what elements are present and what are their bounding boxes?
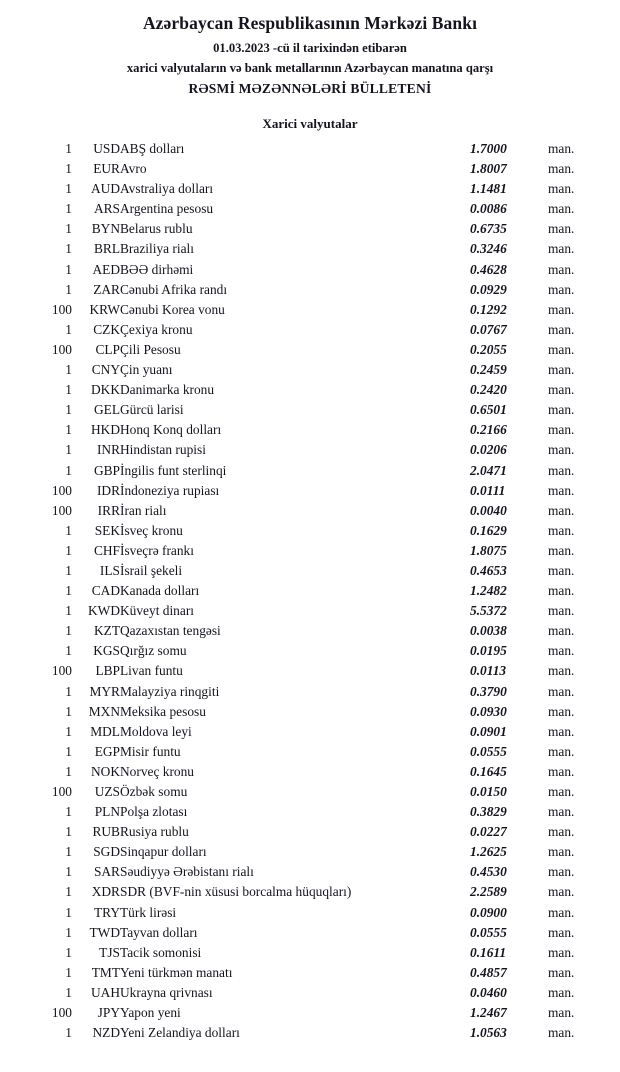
- table-row: [20, 862, 600, 882]
- currency-name: Qırğız somu: [120, 643, 187, 659]
- currency-rate-unit: man.: [548, 341, 575, 357]
- table-row: [20, 300, 600, 320]
- currency-rate-unit: man.: [548, 964, 575, 980]
- currency-rate-unit: man.: [548, 562, 575, 578]
- currency-name: BƏƏ dirhəmi: [120, 261, 194, 277]
- currency-unit: 1: [65, 562, 72, 578]
- currency-name: Danimarka kronu: [120, 382, 215, 398]
- currency-rate-unit: man.: [548, 362, 575, 378]
- document-subtitle: xarici valyutaların və bank metallarının Azərbaycan manatına qarşı: [126, 61, 494, 75]
- document-header: [0, 12, 620, 98]
- currency-code: TMT: [91, 964, 120, 980]
- currency-name: Polşa zlotası: [120, 804, 188, 820]
- currency-rate: 0.0930: [470, 703, 507, 719]
- currency-rate: 1.8007: [470, 161, 507, 177]
- currency-rate-unit: man.: [548, 141, 575, 156]
- table-row: [20, 219, 600, 239]
- currency-rate: 0.2055: [470, 341, 507, 357]
- currency-name: Belarus rublu: [120, 221, 193, 237]
- table-row: [20, 641, 600, 661]
- currency-rate: 1.1481: [470, 181, 507, 197]
- currency-code: DKK: [90, 382, 120, 398]
- currency-unit: 1: [65, 824, 72, 840]
- currency-name: İsveçrə frankı: [120, 542, 194, 558]
- section-title-foreign-currencies: Xarici valyutalar: [262, 116, 358, 131]
- currency-code: RUB: [92, 824, 120, 840]
- currency-code: BRL: [93, 241, 120, 257]
- currency-rate-unit: man.: [548, 884, 575, 900]
- currency-rate: 0.3246: [470, 241, 507, 257]
- currency-code: CNY: [91, 362, 120, 378]
- currency-rate: 0.0901: [470, 723, 507, 739]
- currency-rate: 0.3790: [470, 683, 507, 699]
- currency-code: MYR: [89, 683, 120, 699]
- table-row: [20, 440, 600, 460]
- currency-name: Çexiya kronu: [120, 321, 193, 337]
- currency-unit: 1: [65, 884, 72, 900]
- currency-code: SGD: [93, 844, 120, 860]
- currency-unit: 1: [65, 924, 72, 940]
- currency-rate: 0.0900: [470, 904, 507, 920]
- currency-unit: 1: [65, 462, 72, 478]
- currency-rate-unit: man.: [548, 502, 575, 518]
- currency-unit: 1: [65, 181, 72, 197]
- currency-rate-unit: man.: [548, 301, 575, 317]
- currency-unit: 1: [65, 321, 72, 337]
- table-row: [20, 882, 600, 902]
- currency-rate-unit: man.: [548, 683, 575, 699]
- currency-rate-unit: man.: [548, 663, 575, 679]
- currency-name: Cənubi Korea vonu: [120, 301, 225, 317]
- currency-name: Moldova leyi: [120, 723, 192, 739]
- currency-rate-unit: man.: [548, 241, 575, 257]
- bulletin-title: RƏSMİ MƏZƏNNƏLƏRİ BÜLLETENİ: [188, 81, 432, 96]
- currency-rate-unit: man.: [548, 462, 575, 478]
- currency-code: CLP: [95, 341, 120, 357]
- currency-code: ILS: [99, 562, 120, 578]
- currency-unit: 1: [65, 261, 72, 277]
- currency-unit: 100: [51, 301, 72, 317]
- currency-name: Livan funtu: [120, 663, 183, 679]
- currency-code: UZS: [94, 784, 120, 799]
- currency-rate-unit: man.: [548, 442, 575, 458]
- currency-rate: 0.6735: [470, 221, 507, 237]
- currency-name: İsrail şekeli: [120, 562, 183, 578]
- currency-rate-unit: man.: [548, 924, 575, 940]
- currency-rate-unit: man.: [548, 784, 575, 799]
- currency-unit: 100: [51, 482, 72, 498]
- currency-name: Yeni türkmən manatı: [120, 964, 233, 980]
- currency-code: HKD: [90, 422, 120, 438]
- currency-name: Özbək somu: [120, 784, 188, 799]
- currency-rate-unit: man.: [548, 723, 575, 739]
- currency-unit: 1: [65, 603, 72, 619]
- currency-unit: 1: [65, 201, 72, 217]
- currency-rate: 0.0113: [470, 663, 507, 679]
- table-row: [20, 702, 600, 722]
- currency-unit: 1: [65, 583, 72, 599]
- currency-rate: 0.0555: [470, 743, 507, 759]
- table-row: [20, 601, 600, 621]
- currency-name: Yeni Zelandiya dolları: [120, 1025, 240, 1041]
- currency-code: ZAR: [93, 281, 120, 297]
- currency-unit: 1: [65, 161, 72, 177]
- currency-code: IDR: [96, 482, 120, 498]
- currency-unit: 1: [65, 382, 72, 398]
- currency-code: UAH: [90, 984, 120, 1000]
- currency-unit: 1: [65, 804, 72, 820]
- table-row: [20, 561, 600, 581]
- currency-rate: 5.5372: [470, 603, 507, 619]
- currency-name: SDR (BVF-nin xüsusi borcalma hüquqları): [120, 884, 352, 900]
- currency-rate: 2.0471: [470, 462, 507, 478]
- currency-code: CAD: [91, 583, 120, 599]
- currency-rate-unit: man.: [548, 703, 575, 719]
- table-row: [20, 260, 600, 280]
- currency-rate: 0.0206: [470, 442, 507, 458]
- currency-name: Meksika pesosu: [120, 703, 206, 719]
- table-row: [20, 159, 600, 179]
- currency-rate: 0.0038: [470, 623, 507, 639]
- currency-name: Cənubi Afrika randı: [120, 281, 228, 297]
- currency-unit: 1: [65, 904, 72, 920]
- currency-name: Norveç kronu: [120, 763, 194, 779]
- table-row: [20, 481, 600, 501]
- currency-name: Tacik somonisi: [120, 944, 202, 960]
- currency-rate: 1.0563: [470, 1025, 507, 1041]
- currency-unit: 1: [65, 703, 72, 719]
- table-row: [20, 822, 600, 842]
- currency-rate-unit: man.: [548, 281, 575, 297]
- currency-code: KRW: [89, 301, 120, 317]
- currency-unit: 1: [65, 221, 72, 237]
- currency-unit: 100: [51, 341, 72, 357]
- currency-name: Hindistan rupisi: [120, 442, 206, 458]
- currency-rate: 0.0111: [470, 482, 506, 498]
- currency-name: Çili Pesosu: [120, 341, 181, 357]
- currency-code: INR: [96, 442, 120, 458]
- currency-rate-unit: man.: [548, 824, 575, 840]
- currency-code: AED: [92, 261, 120, 277]
- currency-code: IRR: [97, 502, 120, 518]
- table-row: [20, 1003, 600, 1023]
- currency-unit: 1: [65, 281, 72, 297]
- currency-unit: 1: [65, 643, 72, 659]
- currency-rate: 0.4628: [470, 261, 507, 277]
- table-row: [20, 762, 600, 782]
- currency-code: CZK: [93, 321, 120, 337]
- table-row: [20, 461, 600, 481]
- currency-rate-unit: man.: [548, 743, 575, 759]
- currency-rate: 0.0086: [470, 201, 507, 217]
- currency-rate: 0.0040: [470, 502, 507, 518]
- currency-name: İran rialı: [120, 502, 167, 518]
- table-row: [20, 903, 600, 923]
- currency-unit: 1: [65, 422, 72, 438]
- currency-unit: 100: [51, 502, 72, 518]
- currency-rate-unit: man.: [548, 623, 575, 639]
- currency-name: Avstraliya dolları: [120, 181, 214, 197]
- table-row: [20, 661, 600, 681]
- currency-rate-unit: man.: [548, 402, 575, 418]
- currency-code: TRY: [93, 904, 120, 920]
- currency-unit: 1: [65, 542, 72, 558]
- currency-unit: 100: [51, 784, 72, 799]
- currency-name: Malayziya rinqgiti: [120, 683, 220, 699]
- currency-code: ARS: [93, 201, 120, 217]
- currency-rate: 1.2467: [470, 1005, 507, 1021]
- currency-code: MDL: [90, 723, 120, 739]
- currency-name: Braziliya rialı: [120, 241, 194, 257]
- table-row: [20, 380, 600, 400]
- currency-rate-unit: man.: [548, 201, 575, 217]
- bank-title: Azərbaycan Respublikasının Mərkəzi Bankı: [142, 13, 478, 33]
- currency-rate-unit: man.: [548, 583, 575, 599]
- currency-name: ABŞ dolları: [120, 141, 185, 156]
- currency-name: Rusiya rublu: [120, 824, 189, 840]
- table-row: [20, 280, 600, 300]
- currency-name: Sinqapur dolları: [120, 844, 207, 860]
- currency-unit: 1: [65, 522, 72, 538]
- currency-unit: 1: [65, 763, 72, 779]
- currency-code: KZT: [93, 623, 120, 639]
- table-row: [20, 320, 600, 340]
- currency-code: JPY: [97, 1005, 120, 1021]
- currency-code: AUD: [90, 181, 120, 197]
- currency-rate-unit: man.: [548, 382, 575, 398]
- currency-rate-unit: man.: [548, 422, 575, 438]
- currency-unit: 1: [65, 944, 72, 960]
- currency-unit: 1: [65, 1025, 72, 1041]
- currency-rate: 0.2166: [470, 422, 507, 438]
- currency-name: Argentina pesosu: [120, 201, 214, 217]
- currency-name: Tayvan dolları: [120, 924, 198, 940]
- currency-rate: 0.1292: [470, 301, 507, 317]
- table-row: [20, 742, 600, 762]
- currency-unit: 1: [65, 964, 72, 980]
- currency-name: Gürcü larisi: [120, 402, 184, 418]
- table-row: [20, 340, 600, 360]
- currency-rate: 1.2625: [470, 844, 507, 860]
- currency-unit: 1: [65, 623, 72, 639]
- currency-rate-unit: man.: [548, 181, 575, 197]
- table-row: [20, 842, 600, 862]
- currency-rate-unit: man.: [548, 844, 575, 860]
- table-row: [20, 501, 600, 521]
- currency-rate: 2.2589: [470, 884, 507, 900]
- currency-code: TWD: [89, 924, 120, 940]
- currency-name: Yapon yeni: [120, 1005, 181, 1021]
- currency-code: TJS: [99, 944, 120, 960]
- table-row: [20, 923, 600, 943]
- currency-rate-unit: man.: [548, 542, 575, 558]
- table-row: [20, 682, 600, 702]
- currency-name: İngilis funt sterlinqi: [120, 462, 227, 478]
- currency-rate: 0.4653: [470, 562, 507, 578]
- currency-rate-unit: man.: [548, 763, 575, 779]
- currency-rate-unit: man.: [548, 904, 575, 920]
- currency-code: SAR: [93, 864, 120, 880]
- table-row: [20, 139, 600, 159]
- currency-unit: 1: [65, 844, 72, 860]
- currency-rate-unit: man.: [548, 1025, 575, 1041]
- currency-code: MXN: [88, 703, 120, 719]
- table-row: [20, 420, 600, 440]
- currency-rate: 1.8075: [470, 542, 507, 558]
- currency-unit: 1: [65, 402, 72, 418]
- currency-code: KGS: [93, 643, 120, 659]
- currency-name: Türk lirəsi: [120, 904, 177, 920]
- currency-name: Səudiyyə Ərəbistanı rialı: [120, 864, 254, 880]
- currency-rate: 0.2420: [470, 382, 507, 398]
- currency-rate: 0.6501: [470, 402, 507, 418]
- table-row: [20, 722, 600, 742]
- currency-rate-unit: man.: [548, 221, 575, 237]
- currency-rate: 0.4530: [470, 864, 507, 880]
- currency-code: EGP: [94, 743, 120, 759]
- currency-unit: 1: [65, 241, 72, 257]
- currency-unit: 1: [65, 864, 72, 880]
- currency-rate-unit: man.: [548, 522, 575, 538]
- table-row: [20, 621, 600, 641]
- currency-rate: 0.0227: [470, 824, 507, 840]
- currency-rate: 0.0195: [470, 643, 507, 659]
- currency-code: KWD: [88, 603, 120, 619]
- currency-unit: 1: [65, 141, 72, 156]
- table-row: [20, 521, 600, 541]
- currency-code: GBP: [93, 462, 120, 478]
- currency-code: PLN: [94, 804, 120, 820]
- currency-unit: 100: [51, 1005, 72, 1021]
- currency-rate: 0.1611: [470, 944, 507, 960]
- currency-name: Honq Konq dolları: [120, 422, 222, 438]
- currency-rate: 0.1629: [470, 522, 507, 538]
- exchange-rates-body: [20, 139, 600, 1043]
- currency-rate-unit: man.: [548, 643, 575, 659]
- currency-unit: 1: [65, 683, 72, 699]
- currency-name: İsveç kronu: [120, 522, 183, 538]
- currency-unit: 100: [51, 663, 72, 679]
- currency-rate: 0.4857: [470, 964, 507, 980]
- currency-code: NOK: [90, 763, 120, 779]
- table-row: [20, 179, 600, 199]
- currency-unit: 1: [65, 362, 72, 378]
- currency-name: Qazaxıstan tengəsi: [120, 623, 221, 639]
- table-row: [20, 802, 600, 822]
- table-row: [20, 943, 600, 963]
- currency-rate-unit: man.: [548, 321, 575, 337]
- currency-code: USD: [93, 141, 120, 156]
- table-row: [20, 199, 600, 219]
- currency-code: CHF: [93, 542, 120, 558]
- currency-name: Ukrayna qrivnası: [120, 984, 213, 1000]
- effective-date-line: 01.03.2023 -cü il tarixindən etibarən: [213, 41, 407, 55]
- currency-unit: 1: [65, 984, 72, 1000]
- table-row: [20, 400, 600, 420]
- currency-rate-unit: man.: [548, 804, 575, 820]
- table-row: [20, 581, 600, 601]
- currency-name: Çin yuanı: [120, 362, 173, 378]
- currency-rate: 0.0767: [470, 321, 507, 337]
- table-row: [20, 983, 600, 1003]
- currency-code: GEL: [93, 402, 120, 418]
- currency-rate-unit: man.: [548, 984, 575, 1000]
- currency-rate-unit: man.: [548, 1005, 575, 1021]
- exchange-rates-table: [20, 139, 600, 1043]
- currency-name: İndoneziya rupiası: [120, 482, 220, 498]
- currency-code: LBP: [95, 663, 120, 679]
- table-row: [20, 963, 600, 983]
- currency-code: XDR: [91, 884, 120, 900]
- currency-rate: 0.3829: [470, 804, 507, 820]
- currency-rate: 0.0460: [470, 984, 507, 1000]
- currency-code: EUR: [93, 161, 120, 177]
- currency-rate-unit: man.: [548, 161, 575, 177]
- currency-unit: 1: [65, 723, 72, 739]
- table-row: [20, 782, 600, 802]
- currency-name: Küveyt dinarı: [120, 603, 195, 619]
- currency-rate-unit: man.: [548, 603, 575, 619]
- currency-name: Misir funtu: [120, 743, 181, 759]
- currency-unit: 1: [65, 743, 72, 759]
- currency-rate: 0.0929: [470, 281, 507, 297]
- currency-rate-unit: man.: [548, 261, 575, 277]
- table-row: [20, 239, 600, 259]
- currency-unit: 1: [65, 442, 72, 458]
- currency-name: Avro: [120, 161, 147, 177]
- currency-code: SEK: [94, 522, 120, 538]
- currency-code: BYN: [91, 221, 120, 237]
- currency-name: Kanada dolları: [120, 583, 200, 599]
- currency-rate-unit: man.: [548, 864, 575, 880]
- currency-rate: 1.7000: [470, 141, 507, 156]
- currency-rate: 0.0150: [470, 784, 507, 799]
- currency-rate-unit: man.: [548, 482, 575, 498]
- table-row: [20, 541, 600, 561]
- table-row: [20, 1023, 600, 1043]
- currency-rate: 0.1645: [470, 763, 507, 779]
- currency-rate-unit: man.: [548, 944, 575, 960]
- currency-rate: 0.0555: [470, 924, 507, 940]
- currency-rate: 1.2482: [470, 583, 507, 599]
- currency-code: NZD: [92, 1025, 120, 1041]
- currency-rate: 0.2459: [470, 362, 507, 378]
- table-row: [20, 360, 600, 380]
